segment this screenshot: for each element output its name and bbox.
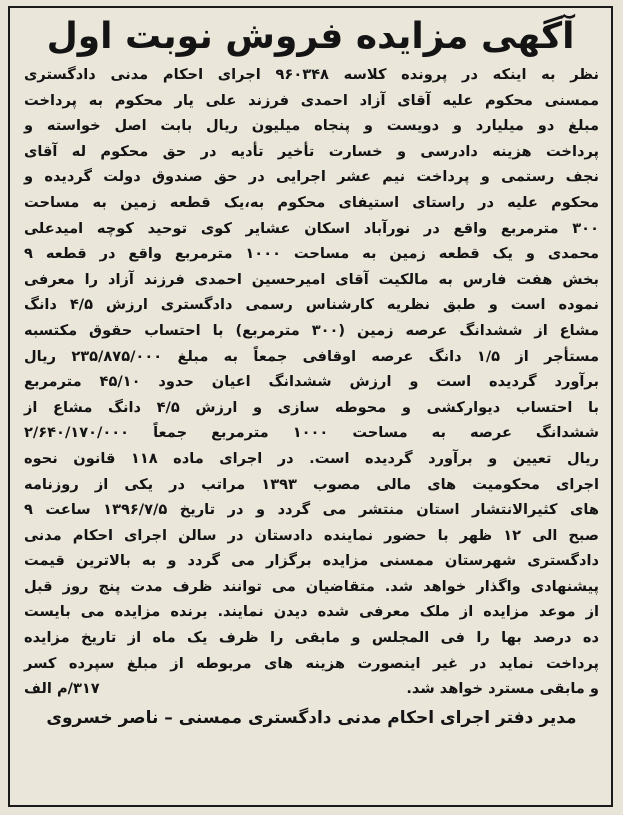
body-line: صبح الی ۱۲ ظهر با حضور نماینده دادستان در سالن اجرای احکام مدنی	[24, 526, 599, 544]
closing-row	[24, 676, 599, 702]
auction-notice	[8, 6, 613, 807]
body-line: مبلغ دو میلیارد و دویست و پنجاه میلیون ریال بابت اصل خواسته و	[24, 117, 599, 135]
body-line: دادگستری شهرستان ممسنی مزایده برگزار می گردد و به بالاترین قیمت	[24, 552, 599, 570]
body-line: ممسنی محکوم علیه آقای آزاد احمدی فرزند علی یار محکوم به پرداخت	[24, 91, 599, 109]
body-line: نجف رستمی و پرداخت نیم عشر اجرایی در حق صندوق دولت گردیده و	[24, 168, 599, 186]
signature-line: مدیر دفتر اجرای احکام مدنی دادگستری ممسنی – ناصر خسروی	[46, 708, 577, 729]
body-line: مستأجر از ۱/۵ دانگ عرصه اوقافی جمعاً به مبلغ ۲۳۵/۸۷۵/۰۰۰ ریال	[24, 347, 599, 365]
body-line: پرداخت نماید در غیر اینصورت هزینه های مربوطه از مبلغ سپرده کسر	[24, 654, 599, 672]
body-line: ریال تعیین و برآورد گردیده است. در اجرای ماده ۱۱۸ قانون نحوه	[24, 449, 599, 467]
body-line: ده درصد بها را فی المجلس و مابقی را ظرف یک ماه از تاریخ مزایده	[24, 629, 599, 647]
body-line: از موعد مزایده از ملک معرفی شده دیدن نمایند. برنده مزایده می بایست	[24, 603, 599, 621]
body-line: پرداخت هزینه دادرسی و خسارت تأخیر تأدیه در حق محکوم له آقای	[24, 142, 599, 160]
body-line: برآورد گردیده است و ارزش ششدانگ اعیان حدود ۴۵/۱۰ مترمربع	[24, 373, 599, 391]
body-line: پیشنهادی واگذار خواهد شد. متقاضیان می توانند ظرف مدت پنج روز قبل	[24, 577, 599, 595]
body-line: ششدانگ عرصه به مساحت ۱۰۰۰ مترمربع جمعاً ۲/۶۴۰/۱۷۰/۰۰۰	[24, 424, 599, 442]
body-line: های کثیرالانتشار استان منتشر می گردد و در تاریخ ۱۳۹۶/۷/۵ ساعت ۹	[24, 501, 599, 519]
closing-line: و مابقی مسترد خواهد شد.	[406, 680, 599, 698]
notice-body	[24, 62, 599, 676]
body-line: اجرای محکومیت های مالی مصوب ۱۳۹۳ مراتب در یکی از روزنامه	[24, 475, 599, 493]
body-line: محکوم علیه در راستای استیفای محکوم به،یک قطعه زمین به مساحت	[24, 193, 599, 211]
body-line: نموده است و طبق نظریه کارشناس رسمی دادگستری ارزش ۴/۵ دانگ	[24, 296, 599, 314]
body-line: ۳۰۰ مترمربع واقع در نورآباد اسکان عشایر کوی توحید کوچه امیدعلی	[24, 219, 599, 237]
body-line: مشاع از ششدانگ عرصه زمین (۳۰۰ مترمربع) با احتساب حقوق مکتسبه	[24, 321, 599, 339]
body-line: با احتساب دیوارکشی و محوطه سازی و ارزش ۴/۵ دانگ مشاع از	[24, 398, 599, 416]
body-line: محمدی و یک قطعه زمین به مساحت ۱۰۰۰ مترمربع واقع در قطعه ۹	[24, 245, 599, 263]
body-line: نظر به اینکه در پرونده کلاسه ۹۶۰۳۴۸ اجرای احکام مدنی دادگستری	[24, 66, 599, 83]
notice-title: آگهی مزایده فروش نوبت اول	[46, 16, 575, 57]
body-line: بخش هفت فارس به مالکیت آقای امیرحسین احمدی فرزند آزاد را معرفی	[24, 270, 599, 288]
reference-number: ۳۱۷/م الف	[24, 680, 100, 698]
